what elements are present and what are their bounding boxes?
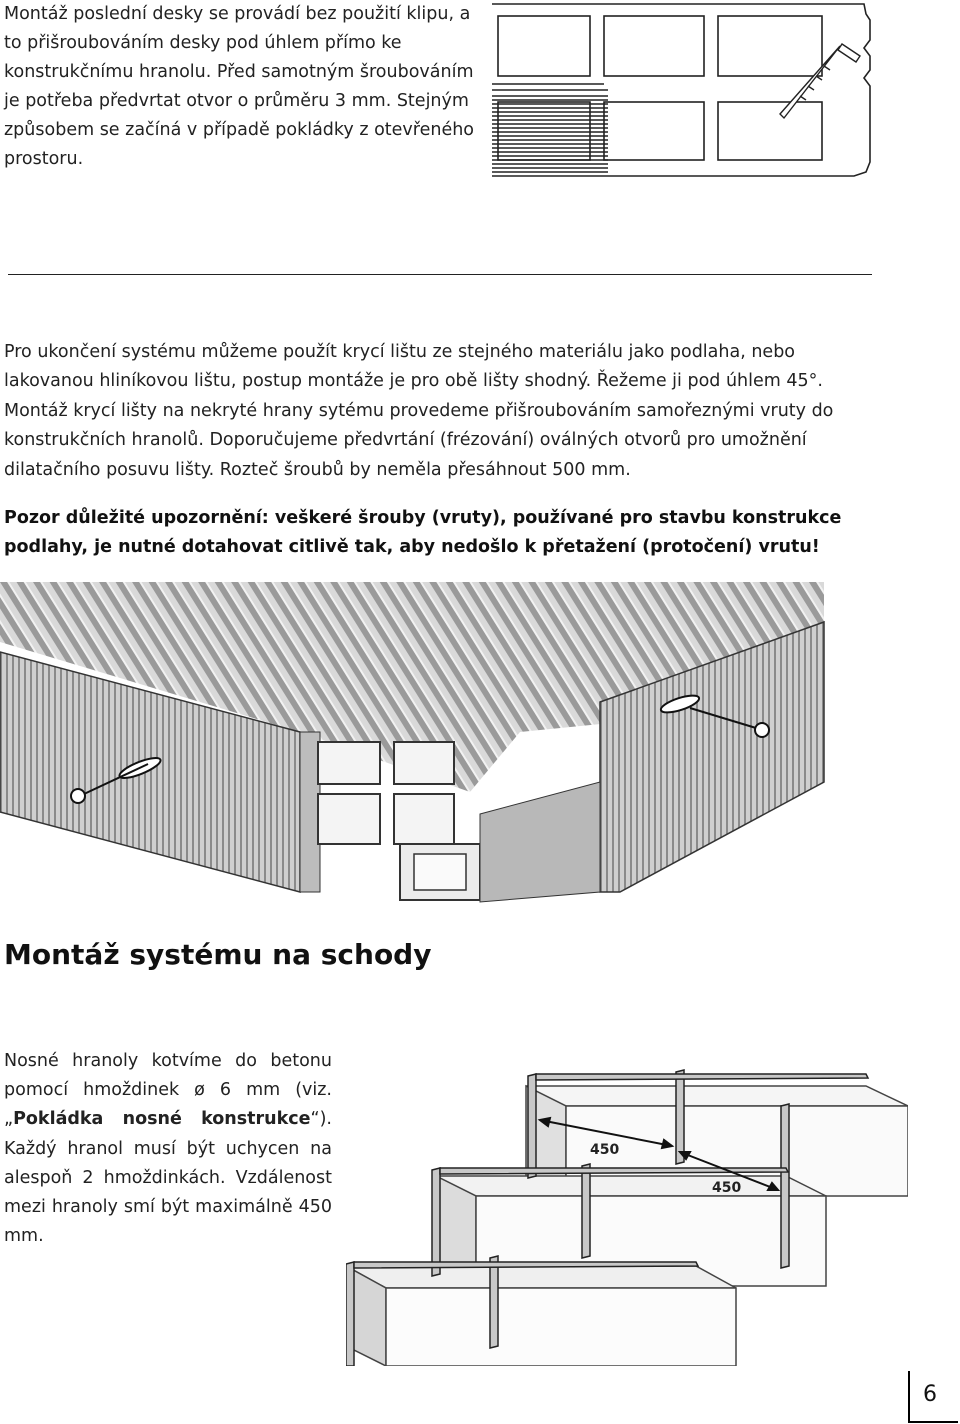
reference-link-text: Pokládka nosné konstrukce [13, 1109, 311, 1130]
figure-deck-cover-strip [0, 582, 830, 910]
paragraph-cover-strip: Pro ukončení systému můžeme použít krycí lištu ze stejného materiálu jako podlaha, nebo lakovanou hliníkovou lištu, postup montáže je pro obě lišty shodný. Řežeme ji pod úhlem 45°. Montáž krycí lišty na nekryté hrany sytému provedeme přišroubováním samořeznými vruty do konstrukčních hranolů. Doporučujeme předvrtání (frézování) oválných otvorů pro umožnění dilatačního posuvu lišty. Rozteč šroubů by neměla přesáhnout 500 mm. [4, 342, 834, 480]
page-number: 6 [923, 1382, 937, 1407]
horizontal-rule [8, 274, 872, 275]
text-part: Nosné hranoly kotvíme do betonu pomocí hmoždinek ø 6 mm (viz. „ [4, 1051, 332, 1130]
text-part: “). Každý hranol musí být uchycen na alespoň 2 hmoždinkách. Vzdálenost mezi hranoly smí být maximálně 450 mm. [4, 1109, 332, 1247]
warning-note: Pozor důležité upozornění: veškeré šrouby (vruty), používané pro stavbu konstrukce podlahy, je nutné dotahovat citlivě tak, aby nedošlo k přetažení (protočení) vrutu! [4, 508, 842, 558]
section-heading-stairs: Montáž systému na schody [4, 938, 432, 971]
dimension-label-1: 450 [590, 1142, 620, 1158]
figure-stairs-joists [346, 1066, 908, 1366]
dimension-label-2: 450 [712, 1180, 742, 1196]
paragraph-stairs [4, 1047, 332, 1251]
figure-last-board-screw [484, 0, 874, 182]
paragraph-last-board: Montáž poslední desky se provádí bez použití klipu, a to přišroubováním desky pod úhlem přímo ke konstrukčnímu hranolu. Před samotným šroubováním je potřeba předvrtat otvor o průměru 3 mm. Stejným způsobem se začíná v případě pokládky z otevřeného prostoru. [4, 4, 475, 169]
screw-icon [780, 44, 860, 118]
